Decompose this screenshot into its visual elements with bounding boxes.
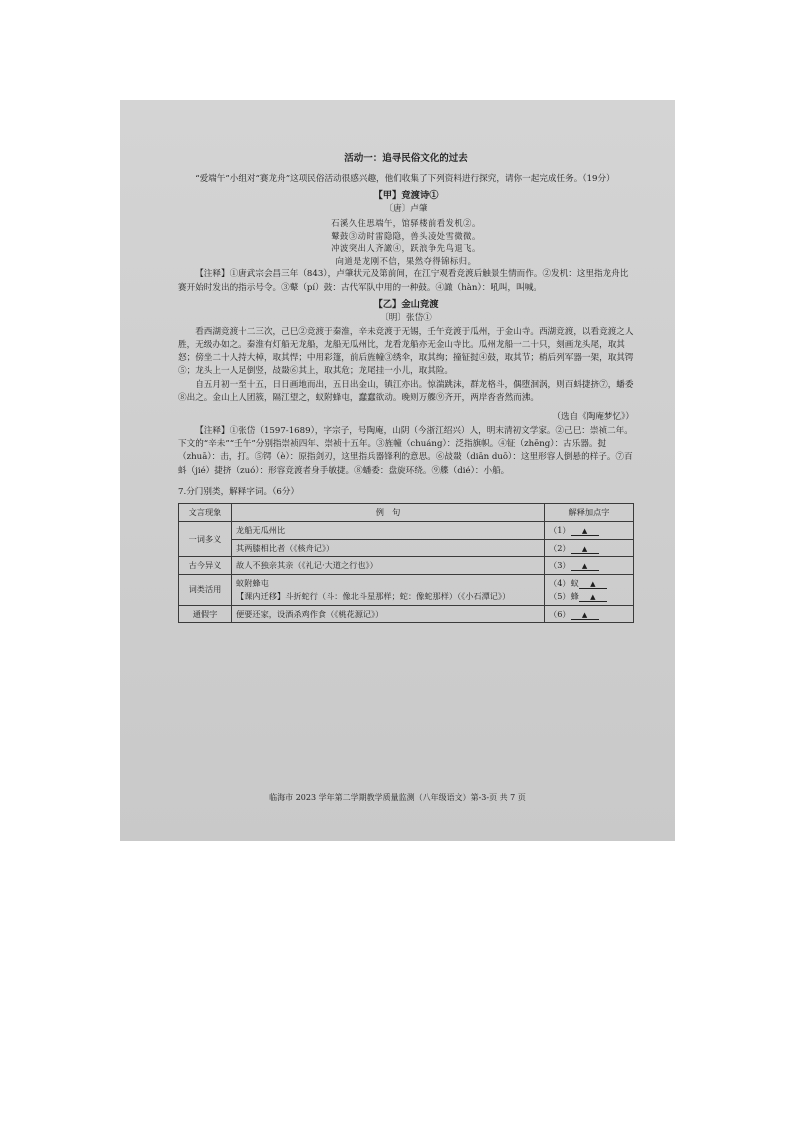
prose-title: 【乙】金山竞渡 xyxy=(373,298,439,310)
example-cell xyxy=(232,575,545,605)
triangle-marker-icon: ▲ xyxy=(581,544,588,553)
poem-line: 冲波突出人齐譀④，跃浪争先鸟退飞。 xyxy=(331,243,481,254)
prose-notes: 【注释】①张岱（1597-1689），字宗子，号陶庵，山阴（今浙江绍兴）人，明末清初文学家。②己巳：崇祯二年。下文的“辛未”“壬午”分别指崇祯四年、崇祯十五年。③旌幢（chuáng）：泛指旗帜。④钲（zhēng）：古乐器。挝（zhuā）：击，打。⑤锷（è）：原指剑刃，这里指兵器锋利的意思。⑥敁敠（diān duō）：这里形容人倒悬的样子。⑦百蚪（jié）捷挤（zuó）：形容竞渡者身手敏捷。⑧蟠委：盘旋环绕。⑨艓（dié）：小船。 xyxy=(178,425,633,476)
triangle-marker-icon: ▲ xyxy=(590,580,596,589)
page-footer: 临海市 2023 学年第二学期教学质量监测（八年级语文）第-3-页 共 7 页 xyxy=(269,793,526,802)
table-row xyxy=(179,539,634,557)
triangle-marker-icon: ▲ xyxy=(590,592,596,601)
example-line: 【课内迁移】斗折蛇行（斗：像北斗星那样；蛇：像蛇那样）（《小石潭记》） xyxy=(236,590,511,601)
answer-blank[interactable] xyxy=(571,526,599,536)
answer-blank[interactable] xyxy=(571,610,599,620)
prose-paragraph-1: 看西湖竞渡十二三次，己巳②竞渡于秦淮，辛未竞渡于无锡，壬午竞渡于瓜州，于金山寺。西湖竞渡，以看竞渡之人胜，无级办如之。秦淮有灯船无龙船，龙船无瓜州比，龙看龙船亦无金山寺比。瓜州龙船一二十只，刻画龙头尾，取其怒；傍坐二十人持大棹，取其悍；中用彩篷，前后旌幢③绣伞，取其绚；撞钲挝④鼓，取其节；梢后列军器一架，取其锷⑤；龙头上一人足倒竖，敁敠⑥其上，取其危；龙尾挂一小儿，取其险。 xyxy=(178,326,634,377)
answer-number: （4） xyxy=(549,578,571,589)
answer-number: （1） xyxy=(549,524,571,535)
intro-text: “爱端午”小组对“赛龙舟”这项民俗活动很感兴趣，他们收集了下列资料进行探究，请你一起完成任务。（19分） xyxy=(195,173,615,184)
example-cell: 故人不独亲其亲（《礼记·大道之行也》） xyxy=(232,557,545,575)
table-row xyxy=(179,605,634,623)
table-header: 例 句 xyxy=(232,504,545,522)
answer-blank[interactable] xyxy=(571,561,599,571)
example-cell: 便要还家，设酒杀鸡作食（《桃花源记》） xyxy=(232,605,545,623)
question-7-stem: 7.分门别类，解释字词。（6分） xyxy=(178,486,300,497)
triangle-marker-icon: ▲ xyxy=(581,610,588,619)
category-cell: 词类活用 xyxy=(179,575,232,605)
category-cell: 一词多义 xyxy=(179,521,232,556)
prose-paragraph-2: 自五月初一至十五，日日画地而出，五日出金山，镇江亦出。惊湍跳沫，群龙格斗，偶堕洄涡，则百蚪捷挤⑦，蟠委⑧出之。金山上人团簇，隔江望之，蚁附蜂屯，蠢蠢欲动。晚则万艓⑨齐开，两岸沓沓然而沸。 xyxy=(178,379,634,404)
answer-number: （6） xyxy=(549,608,571,619)
answer-blank[interactable] xyxy=(579,592,607,602)
answer-number: （2） xyxy=(549,542,571,553)
table-header: 文言现象 xyxy=(179,504,232,522)
poem-title: 【甲】竞渡诗① xyxy=(373,190,439,202)
poem-body xyxy=(178,217,634,268)
triangle-marker-icon: ▲ xyxy=(581,562,588,571)
target-word: 蚁 xyxy=(570,578,579,589)
table-row xyxy=(179,557,634,575)
table-row xyxy=(179,575,634,605)
target-word: 蜂 xyxy=(570,590,579,601)
poem-line: 向道是龙刚不信，果然夺得锦标归。 xyxy=(335,256,477,267)
answer-number: （5） xyxy=(549,590,571,601)
poem-author: 〔唐〕卢肇 xyxy=(384,204,428,215)
category-cell: 通假字 xyxy=(179,605,232,623)
prose-author: 〔明〕张岱① xyxy=(380,313,432,324)
answer-cell[interactable] xyxy=(545,521,634,539)
answer-blank[interactable] xyxy=(571,544,599,554)
table-row xyxy=(179,521,634,539)
answer-cell[interactable] xyxy=(545,539,634,557)
answer-blank[interactable] xyxy=(579,579,607,589)
example-cell: 龙船无瓜州比 xyxy=(232,521,545,539)
answer-number: （3） xyxy=(549,560,571,571)
prose-source: （选自《陶庵梦忆》） xyxy=(552,412,634,423)
answer-cell[interactable] xyxy=(545,557,634,575)
answer-cell[interactable] xyxy=(545,575,634,605)
table-header-row xyxy=(179,504,634,522)
scanned-page-photo xyxy=(120,100,675,841)
poem-notes: 【注释】①唐武宗会昌三年（843），卢肇状元及第前间，在江宁观看竞渡后触景生情而作。②发机：这里指龙舟比赛开始时发出的指示号令。③鼙（pí）鼓：古代军队中用的一种鼓。④譀（hàn）：吼叫，叫喊。 xyxy=(178,269,629,293)
table-header: 解释加点字 xyxy=(545,504,634,522)
exam-sheet xyxy=(178,152,634,623)
triangle-marker-icon: ▲ xyxy=(581,526,588,535)
category-cell: 古今异义 xyxy=(179,557,232,575)
activity-title: 活动一：追寻民俗文化的过去 xyxy=(344,153,468,164)
example-line: 蚁附蜂屯 xyxy=(236,578,269,589)
question-7-table xyxy=(178,503,634,623)
answer-cell[interactable] xyxy=(545,605,634,623)
poem-line: 石溪久住思端午，馆驿楼前看发机②。 xyxy=(331,217,481,228)
example-cell: 其两膝相比者（《核舟记》） xyxy=(232,539,545,557)
poem-line: 鼙鼓③动时雷隐隐，兽头凌处雪微微。 xyxy=(331,230,481,241)
